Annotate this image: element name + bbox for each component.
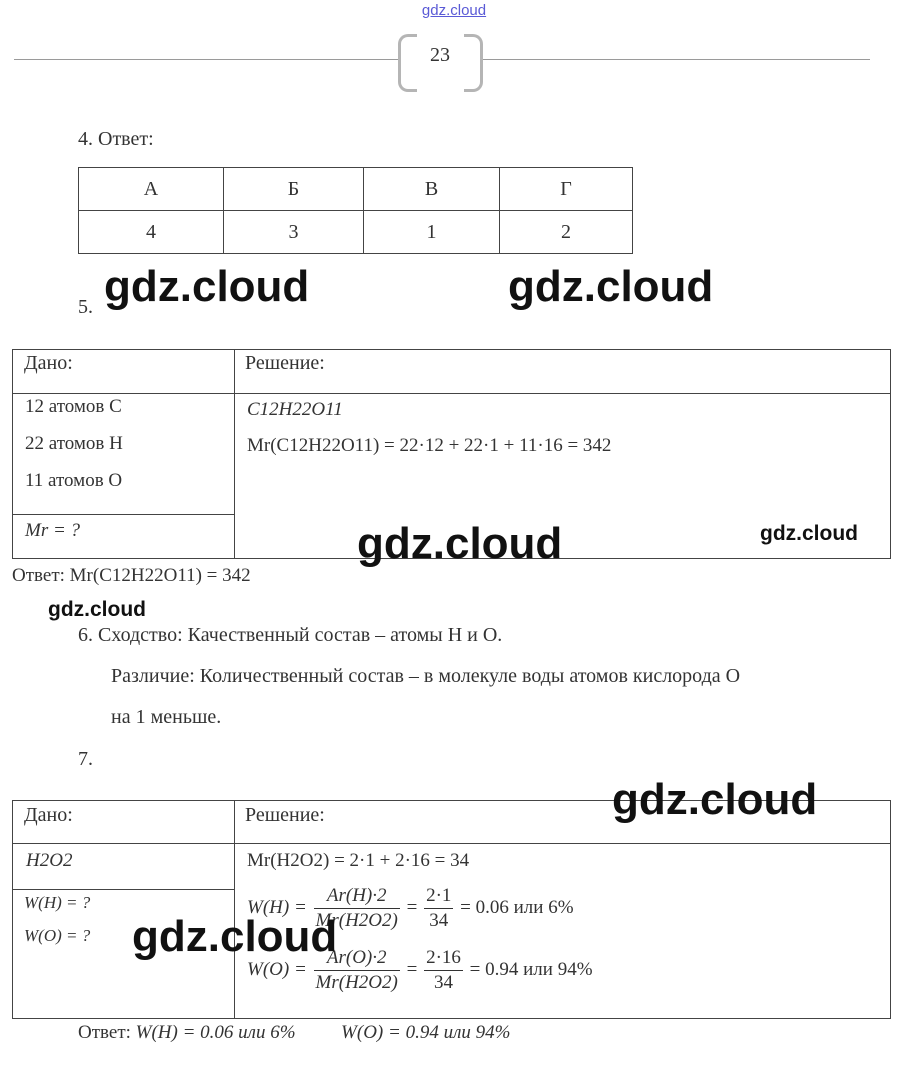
table-cell: 1	[364, 211, 500, 254]
task7-given: H2O2	[26, 850, 73, 871]
wh-numerator-numeric: 2·1	[424, 884, 453, 909]
table-cell: 2	[500, 211, 633, 254]
task5-formula: C12H22O11	[247, 399, 343, 420]
wo-result: = 0.94 или 94%	[469, 958, 593, 980]
equals: =	[406, 896, 418, 918]
watermark: gdz.cloud	[48, 598, 146, 621]
wo-denominator-numeric: 34	[433, 972, 453, 993]
site-link[interactable]: gdz.cloud	[421, 2, 487, 19]
task5-given-oxygen: 11 атомов O	[25, 470, 123, 491]
task7-given-label: Дано:	[24, 804, 73, 826]
table-cell: 3	[224, 211, 364, 254]
task5-divider	[234, 349, 235, 558]
task6-difference: Различие: Количественный состав – в молекуле воды атомов кислорода О	[111, 665, 741, 687]
table-header-cell: В	[364, 168, 500, 211]
task5-find-rule	[12, 514, 235, 515]
task7-number: 7.	[78, 748, 93, 770]
watermark: gdz.cloud	[760, 522, 858, 545]
task7-answer-label: Ответ:	[78, 1022, 131, 1043]
page-number: 23	[430, 44, 450, 66]
watermark: gdz.cloud	[612, 775, 818, 824]
task7-answer	[78, 1022, 510, 1044]
task5-answer: Ответ: Mr(C12H22O11) = 342	[12, 565, 251, 586]
table-header-cell: Г	[500, 168, 633, 211]
task5-given-hydrogen: 22 атомов H	[25, 433, 123, 454]
task7-solution-label: Решение:	[245, 804, 325, 826]
wo-numerator: Ar(O)·2	[314, 946, 400, 971]
task6-difference-cont: на 1 меньше.	[111, 706, 222, 728]
task5-header-rule	[12, 393, 891, 394]
wh-result: = 0.06 или 6%	[460, 896, 574, 918]
table-row	[79, 168, 633, 211]
header-rule-left	[14, 59, 398, 60]
watermark: gdz.cloud	[104, 262, 310, 311]
task5-solution-label: Решение:	[245, 352, 325, 374]
task5-find: Mr = ?	[25, 520, 81, 541]
task7-divider	[234, 800, 235, 1018]
task5-given-carbon: 12 атомов C	[25, 396, 122, 417]
task7-find-o: W(O) = ?	[24, 926, 91, 945]
task5-given-label: Дано:	[24, 352, 73, 374]
task7-find-rule	[12, 889, 235, 890]
table-cell: 4	[79, 211, 224, 254]
wo-fraction-numeric	[424, 946, 463, 995]
wo-lhs: W(O) =	[247, 958, 307, 980]
equals: =	[406, 958, 418, 980]
wh-numerator: Ar(H)·2	[314, 884, 400, 909]
task6-similarity: 6. Сходство: Качественный состав – атомы Н и О.	[78, 624, 503, 646]
task5-number: 5.	[78, 296, 93, 318]
wh-fraction-numeric	[424, 884, 453, 933]
header-rule-right	[482, 59, 870, 60]
task5-calculation: Mr(C12H22O11) = 22·12 + 22·1 + 11·16 = 342	[247, 435, 612, 456]
wo-denominator: Mr(H2O2)	[315, 972, 398, 993]
task4-answer-table	[78, 167, 633, 254]
task7-answer-h: W(H) = 0.06 или 6%	[135, 1022, 296, 1043]
wh-denominator: Mr(H2O2)	[315, 910, 398, 931]
watermark: gdz.cloud	[508, 262, 714, 311]
wh-lhs: W(H) =	[247, 896, 307, 918]
watermark: gdz.cloud	[132, 912, 338, 961]
task4-label: 4. Ответ:	[78, 128, 154, 150]
table-header-cell: Б	[224, 168, 364, 211]
wh-denominator-numeric: 34	[429, 910, 449, 931]
table-header-cell: А	[79, 168, 224, 211]
table-row	[79, 211, 633, 254]
task7-header-rule	[12, 843, 891, 844]
wo-numerator-numeric: 2·16	[424, 946, 463, 971]
task7-find-h: W(H) = ?	[24, 893, 91, 912]
task7-molar-mass: Mr(H2O2) = 2·1 + 2·16 = 34	[247, 850, 470, 871]
task7-answer-o: W(O) = 0.94 или 94%	[341, 1022, 511, 1043]
watermark: gdz.cloud	[357, 519, 563, 568]
